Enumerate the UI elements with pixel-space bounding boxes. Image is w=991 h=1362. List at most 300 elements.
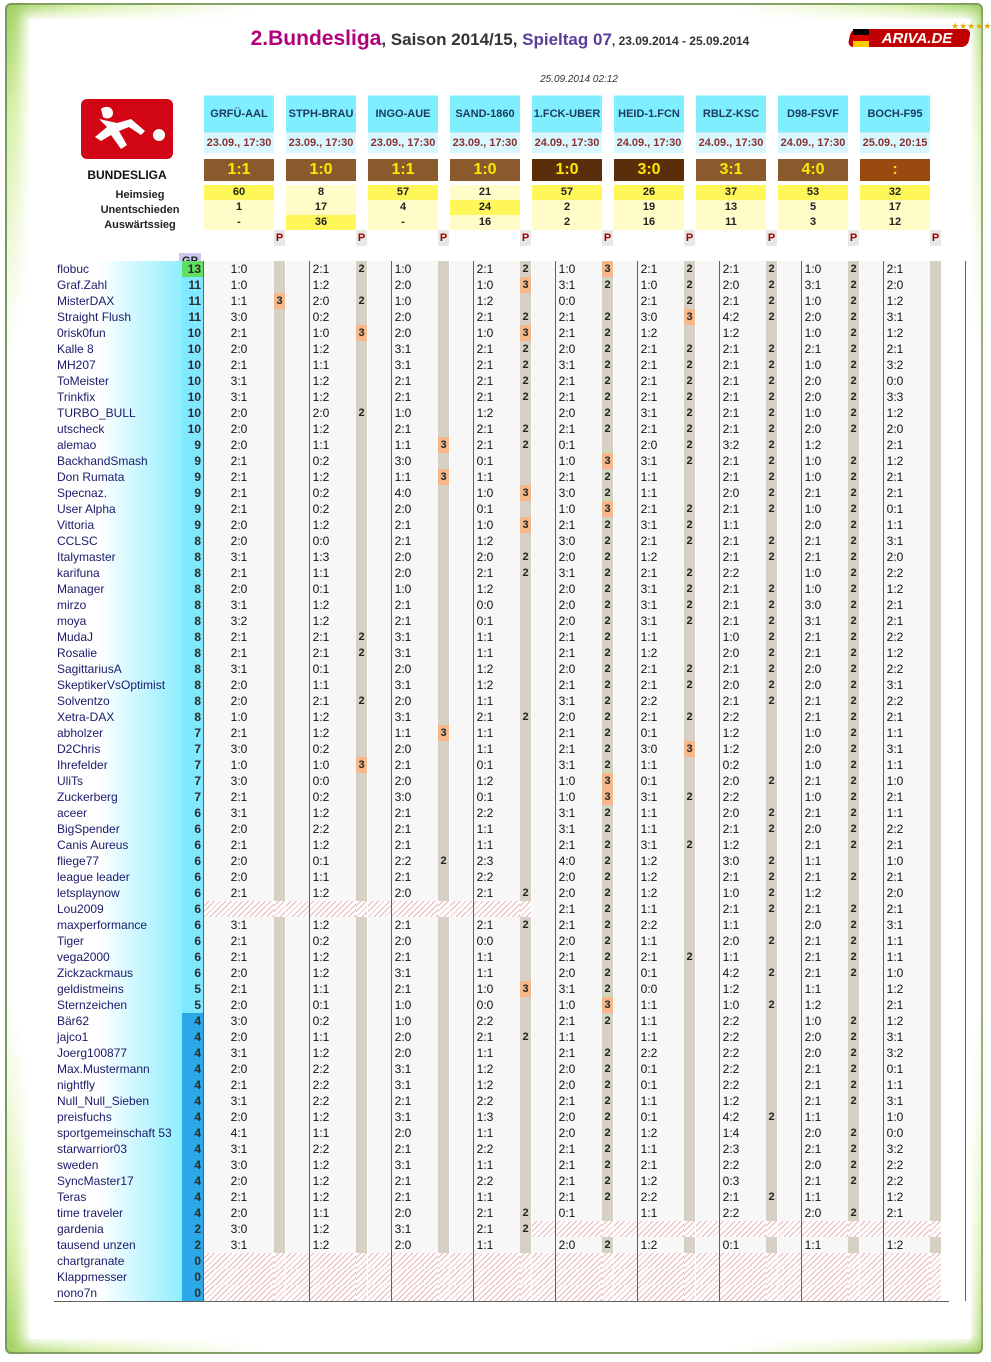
match-name[interactable]: INGO-AUE	[368, 95, 438, 132]
player-name[interactable]: abholzer	[54, 725, 182, 741]
player-gp: 10	[182, 325, 203, 341]
player-name[interactable]: Max.Mustermann	[54, 1061, 182, 1077]
points-cell	[438, 709, 449, 725]
tip-cell: 1:2	[450, 773, 520, 789]
tip-cell: 1:0	[286, 757, 356, 773]
points-cell	[438, 325, 449, 341]
points-cell: 2	[848, 469, 859, 485]
points-cell: 2	[356, 293, 367, 309]
points-cell	[520, 869, 531, 885]
tip-cell: 2:1	[696, 901, 766, 917]
tip-cell: 2:1	[450, 1205, 520, 1221]
player-gp: 8	[182, 565, 203, 581]
tip-cell: 2:1	[450, 421, 520, 437]
points-cell: 2	[848, 1141, 859, 1157]
tip-cell: 2:1	[532, 1045, 602, 1061]
tip-cell: 3:1	[204, 661, 274, 677]
tip-cell: 2:1	[778, 533, 848, 549]
player-name[interactable]: SyncMaster17	[54, 1173, 182, 1189]
player-name[interactable]: MisterDAX	[54, 293, 182, 309]
player-gp: 4	[182, 1141, 203, 1157]
player-name[interactable]: Don Rumata	[54, 469, 182, 485]
points-cell: 2	[684, 517, 695, 533]
player-name[interactable]: starwarrior03	[54, 1141, 182, 1157]
player-name[interactable]: time traveler	[54, 1205, 182, 1221]
player-name[interactable]: MudaJ	[54, 629, 182, 645]
points-cell: 2	[848, 421, 859, 437]
points-cell: 2	[848, 1125, 859, 1141]
points-cell	[356, 373, 367, 389]
points-cell	[766, 789, 777, 805]
match-name[interactable]: RBLZ-KSC	[696, 95, 766, 132]
points-cell: 2	[602, 1237, 613, 1253]
points-cell: 2	[766, 693, 777, 709]
player-name[interactable]: jajco1	[54, 1029, 182, 1045]
tip-cell: 2:1	[696, 501, 766, 517]
points-cell: 2	[766, 645, 777, 661]
points-cell: 2	[602, 757, 613, 773]
tip-cell: 2:2	[614, 1045, 684, 1061]
player-name[interactable]: nono7n	[54, 1285, 182, 1301]
points-cell	[930, 469, 941, 485]
points-cell	[520, 1077, 531, 1093]
player-name[interactable]: CCLSC	[54, 533, 182, 549]
tip-cell: 2:2	[286, 1093, 356, 1109]
player-gp: 10	[182, 405, 203, 421]
stat-away: 11	[696, 215, 766, 230]
player-name[interactable]: User Alpha	[54, 501, 182, 517]
player-name[interactable]: Rosalie	[54, 645, 182, 661]
points-cell: 2	[520, 341, 531, 357]
player-name[interactable]: SagittariusA	[54, 661, 182, 677]
tip-cell: 1:1	[450, 949, 520, 965]
points-cell	[438, 309, 449, 325]
stat-draw: 2	[532, 200, 602, 215]
points-cell	[438, 693, 449, 709]
points-cell	[930, 933, 941, 949]
player-name[interactable]: Canis Aureus	[54, 837, 182, 853]
table-row	[54, 1109, 949, 1125]
player-name[interactable]: Teras	[54, 1189, 182, 1205]
player-name[interactable]: karifuna	[54, 565, 182, 581]
points-cell: 2	[602, 597, 613, 613]
column-divider	[965, 261, 966, 1301]
player-name[interactable]: preisfuchs	[54, 1109, 182, 1125]
table-row	[54, 565, 949, 581]
points-cell	[438, 1189, 449, 1205]
tip-cell: 1:2	[286, 949, 356, 965]
tip-cell: 2:2	[450, 869, 520, 885]
tip-cell: 2:0	[696, 933, 766, 949]
player-name[interactable]: 0risk0fun	[54, 325, 182, 341]
tip-cell: 1:0	[532, 261, 602, 277]
points-cell: 2	[848, 661, 859, 677]
match-date: 24.09., 17:30	[532, 132, 602, 153]
points-cell	[848, 437, 859, 453]
player-name[interactable]: Kalle 8	[54, 341, 182, 357]
tip-cell: 1:2	[450, 1061, 520, 1077]
match-name[interactable]: 1.FCK-UBER	[532, 95, 602, 132]
points-cell	[684, 549, 695, 565]
points-cell	[930, 805, 941, 821]
player-name[interactable]: geldistmeins	[54, 981, 182, 997]
player-name[interactable]: Specnaz.	[54, 485, 182, 501]
player-name[interactable]: flobuc	[54, 261, 182, 277]
tip-cell: 2:1	[696, 357, 766, 373]
points-cell	[356, 1045, 367, 1061]
player-name[interactable]: letsplaynow	[54, 885, 182, 901]
tip-cell: 4:1	[204, 1125, 274, 1141]
tip-cell: 2:1	[860, 437, 930, 453]
points-cell: 2	[766, 293, 777, 309]
player-name[interactable]: Sternzeichen	[54, 997, 182, 1013]
player-name[interactable]: Solventzo	[54, 693, 182, 709]
points-cell: 3	[520, 981, 531, 997]
tip-cell: 2:2	[368, 853, 438, 869]
points-cell	[274, 741, 285, 757]
tip-cell: 1:1	[860, 1077, 930, 1093]
tip-cell: 3:1	[860, 677, 930, 693]
tip-cell: 0:0	[860, 1125, 930, 1141]
player-name[interactable]: Lou2009	[54, 901, 182, 917]
table-row	[54, 821, 949, 837]
points-cell	[356, 933, 367, 949]
tip-cell: 0:0	[286, 773, 356, 789]
points-cell	[684, 1061, 695, 1077]
player-name[interactable]: aceer	[54, 805, 182, 821]
points-cell: 2	[848, 325, 859, 341]
tip-cell: 0:0	[450, 597, 520, 613]
tip-cell: 2:2	[450, 1141, 520, 1157]
player-name[interactable]: Null_Null_Sieben	[54, 1093, 182, 1109]
tip-cell: 1:2	[286, 837, 356, 853]
points-cell	[602, 1253, 613, 1269]
match-name[interactable]: STPH-BRAU	[286, 95, 356, 132]
tip-cell: 3:1	[204, 1045, 274, 1061]
table-row	[54, 805, 949, 821]
points-cell: 2	[766, 597, 777, 613]
points-cell: 2	[602, 581, 613, 597]
points-cell	[930, 565, 941, 581]
points-cell	[520, 405, 531, 421]
table-row	[54, 1285, 949, 1301]
points-cell	[930, 389, 941, 405]
points-cell	[930, 325, 941, 341]
match-name[interactable]: GRFÜ-AAL	[204, 95, 274, 132]
points-cell: 2	[766, 421, 777, 437]
points-cell	[356, 1013, 367, 1029]
player-gp: 9	[182, 453, 203, 469]
points-cell	[274, 405, 285, 421]
table-row	[54, 517, 949, 533]
player-name[interactable]: Xetra-DAX	[54, 709, 182, 725]
tip-cell: 2:1	[450, 1221, 520, 1237]
player-gp: 8	[182, 613, 203, 629]
player-name[interactable]: moya	[54, 613, 182, 629]
player-name[interactable]: Manager	[54, 581, 182, 597]
player-name[interactable]: Klappmesser	[54, 1269, 182, 1285]
player-name[interactable]: Vittoria	[54, 517, 182, 533]
table-row	[54, 1205, 949, 1221]
player-name[interactable]: sportgemeinschaft 53	[54, 1125, 182, 1141]
tip-cell: 2:1	[286, 645, 356, 661]
tip-cell: 1:1	[450, 645, 520, 661]
player-name[interactable]: Zuckerberg	[54, 789, 182, 805]
player-name[interactable]: TURBO_BULL	[54, 405, 182, 421]
tip-cell: 2:1	[532, 1157, 602, 1173]
player-name[interactable]: Italymaster	[54, 549, 182, 565]
points-cell	[438, 613, 449, 629]
tip-cell: 1:2	[450, 405, 520, 421]
bundesliga-logo	[79, 97, 175, 193]
tip-cell: 3:1	[860, 741, 930, 757]
points-cell: 2	[766, 309, 777, 325]
stat-draw: 17	[860, 200, 930, 215]
tip-cell: 1:0	[778, 261, 848, 277]
points-cell	[930, 277, 941, 293]
tip-cell: 1:1	[614, 933, 684, 949]
points-cell	[930, 485, 941, 501]
points-cell	[848, 1237, 859, 1253]
table-row	[54, 1013, 949, 1029]
tip-cell: 2:0	[778, 677, 848, 693]
points-cell	[930, 581, 941, 597]
match-name[interactable]: D98-FSVF	[778, 95, 848, 132]
points-cell	[438, 805, 449, 821]
player-gp: 10	[182, 357, 203, 373]
player-gp: 10	[182, 389, 203, 405]
points-cell	[520, 1141, 531, 1157]
tip-cell: 2:0	[778, 1029, 848, 1045]
column-divider	[473, 261, 474, 1301]
tip-cell: 2:1	[368, 869, 438, 885]
player-name[interactable]: Joerg100877	[54, 1045, 182, 1061]
points-cell	[356, 1285, 367, 1301]
tip-cell: 2:1	[696, 261, 766, 277]
tip-cell: 2:1	[614, 421, 684, 437]
tip-cell: 1:1	[450, 821, 520, 837]
points-cell	[684, 629, 695, 645]
points-cell	[274, 261, 285, 277]
points-cell	[356, 1093, 367, 1109]
tip-cell: 2:1	[532, 645, 602, 661]
tip-cell: 2:1	[532, 325, 602, 341]
player-name[interactable]: BigSpender	[54, 821, 182, 837]
player-gp: 4	[182, 1077, 203, 1093]
points-cell: 2	[602, 421, 613, 437]
points-cell: 2	[766, 933, 777, 949]
player-name[interactable]: Ihrefelder	[54, 757, 182, 773]
points-cell	[438, 757, 449, 773]
points-cell	[438, 565, 449, 581]
player-name[interactable]: Zickzackmaus	[54, 965, 182, 981]
tip-cell: 0:1	[532, 1205, 602, 1221]
points-cell	[684, 933, 695, 949]
tip-cell: 0:2	[696, 757, 766, 773]
tip-cell: 2:0	[532, 709, 602, 725]
tip-cell: 1:2	[286, 725, 356, 741]
match-name[interactable]: HEID-1.FCN	[614, 95, 684, 132]
player-name[interactable]: Bär62	[54, 1013, 182, 1029]
tip-cell: 2:1	[614, 1157, 684, 1173]
points-cell	[356, 965, 367, 981]
points-cell: 2	[848, 373, 859, 389]
points-cell	[274, 485, 285, 501]
column-divider	[719, 261, 720, 1301]
points-cell: 3	[438, 437, 449, 453]
tip-cell: 2:1	[778, 341, 848, 357]
player-name[interactable]: Tiger	[54, 933, 182, 949]
points-cell	[930, 613, 941, 629]
points-cell	[274, 821, 285, 837]
points-cell	[520, 805, 531, 821]
points-cell	[684, 1093, 695, 1109]
points-cell	[438, 1269, 449, 1285]
player-name[interactable]: gardenia	[54, 1221, 182, 1237]
tip-cell: 2:0	[532, 933, 602, 949]
tip-cell: 2:1	[204, 837, 274, 853]
tip-cell: 2:1	[614, 709, 684, 725]
stat-draw: 1	[204, 200, 274, 215]
tip-cell: 1:1	[286, 1205, 356, 1221]
points-cell	[274, 853, 285, 869]
player-name[interactable]: fliege77	[54, 853, 182, 869]
table-row	[54, 613, 949, 629]
tip-cell: 3:1	[368, 1221, 438, 1237]
points-cell: 2	[602, 533, 613, 549]
player-name[interactable]: maxperformance	[54, 917, 182, 933]
tip-cell: 2:1	[204, 645, 274, 661]
tip-cell: 2:1	[532, 373, 602, 389]
table-row	[54, 885, 949, 901]
player-name[interactable]: UliTs	[54, 773, 182, 789]
player-name[interactable]: D2Chris	[54, 741, 182, 757]
tip-cell: 3:1	[368, 1109, 438, 1125]
points-cell: 2	[766, 501, 777, 517]
tip-cell: 2:1	[532, 421, 602, 437]
points-cell	[438, 1173, 449, 1189]
match-date: 23.09., 17:30	[204, 132, 274, 153]
tip-cell: 0:3	[696, 1173, 766, 1189]
tip-cell: 2:0	[860, 421, 930, 437]
ariva-logo[interactable]	[851, 21, 991, 51]
player-name[interactable]: chartgranate	[54, 1253, 182, 1269]
tip-cell: 2:1	[860, 837, 930, 853]
tip-cell: 2:1	[368, 533, 438, 549]
player-name[interactable]: MH207	[54, 357, 182, 373]
player-name[interactable]: BackhandSmash	[54, 453, 182, 469]
tip-cell: 1:0	[368, 405, 438, 421]
points-cell: 2	[602, 837, 613, 853]
tip-cell: 0:0	[450, 997, 520, 1013]
points-cell	[520, 965, 531, 981]
points-cell: 3	[438, 469, 449, 485]
tip-cell: 1:0	[368, 1013, 438, 1029]
tip-cell: 3:1	[204, 1237, 274, 1253]
points-cell	[356, 1205, 367, 1221]
points-cell: 2	[602, 1141, 613, 1157]
player-gp: 2	[182, 1237, 203, 1253]
player-name[interactable]: sweden	[54, 1157, 182, 1173]
match-name[interactable]: SAND-1860	[450, 95, 520, 132]
player-name[interactable]: league leader	[54, 869, 182, 885]
stat-home: 37	[696, 185, 766, 200]
points-cell	[438, 1013, 449, 1029]
points-cell	[438, 389, 449, 405]
player-name[interactable]: tausend unzen	[54, 1237, 182, 1253]
tip-cell: 2:0	[368, 1045, 438, 1061]
points-cell	[438, 357, 449, 373]
match-date: 25.09., 20:15	[860, 132, 930, 153]
points-cell: 2	[684, 581, 695, 597]
player-name[interactable]: ToMeister	[54, 373, 182, 389]
tip-cell: 2:1	[696, 453, 766, 469]
tip-cell: 2:1	[450, 389, 520, 405]
points-cell: 2	[602, 309, 613, 325]
player-name[interactable]: mirzo	[54, 597, 182, 613]
tip-cell: 1:2	[286, 1157, 356, 1173]
points-cell: 2	[520, 373, 531, 389]
points-cell	[438, 261, 449, 277]
points-cell	[602, 1221, 613, 1237]
points-cell	[438, 677, 449, 693]
points-cell: 2	[766, 661, 777, 677]
tip-cell: 2:1	[450, 917, 520, 933]
match-column	[450, 95, 530, 246]
tip-cell: 1:2	[860, 1189, 930, 1205]
points-cell	[438, 1077, 449, 1093]
points-cell	[274, 1221, 285, 1237]
player-name[interactable]: nightfly	[54, 1077, 182, 1093]
points-cell	[766, 565, 777, 581]
tip-cell: 0:2	[286, 453, 356, 469]
table-row	[54, 869, 949, 885]
table-row	[54, 1237, 949, 1253]
points-cell: 2	[848, 277, 859, 293]
tip-cell: 2:1	[696, 549, 766, 565]
tip-cell: 1:2	[860, 1013, 930, 1029]
match-score: 1:1	[204, 159, 274, 181]
points-cell	[274, 933, 285, 949]
tip-cell: 2:1	[532, 389, 602, 405]
player-name[interactable]: vega2000	[54, 949, 182, 965]
tip-cell: 2:1	[696, 821, 766, 837]
points-cell	[356, 437, 367, 453]
player-name[interactable]: SkeptikerVsOptimist	[54, 677, 182, 693]
match-name[interactable]: BOCH-F95	[860, 95, 930, 132]
table-row	[54, 965, 949, 981]
player-name[interactable]: utscheck	[54, 421, 182, 437]
tip-cell: 2:1	[368, 917, 438, 933]
points-cell: 2	[766, 805, 777, 821]
points-cell: 2	[766, 549, 777, 565]
tip-cell: 2:0	[450, 549, 520, 565]
table-row	[54, 485, 949, 501]
tip-cell: 2:1	[614, 533, 684, 549]
player-name[interactable]: Straight Flush	[54, 309, 182, 325]
points-cell	[438, 453, 449, 469]
player-name[interactable]: alemao	[54, 437, 182, 453]
points-cell: 2	[602, 517, 613, 533]
tip-cell: 2:1	[778, 1061, 848, 1077]
points-cell	[848, 1109, 859, 1125]
player-gp: 6	[182, 885, 203, 901]
player-gp: 9	[182, 469, 203, 485]
player-name[interactable]: Trinkfix	[54, 389, 182, 405]
player-name[interactable]: Graf.Zahl	[54, 277, 182, 293]
table-row	[54, 325, 949, 341]
tip-cell: 0:2	[286, 309, 356, 325]
